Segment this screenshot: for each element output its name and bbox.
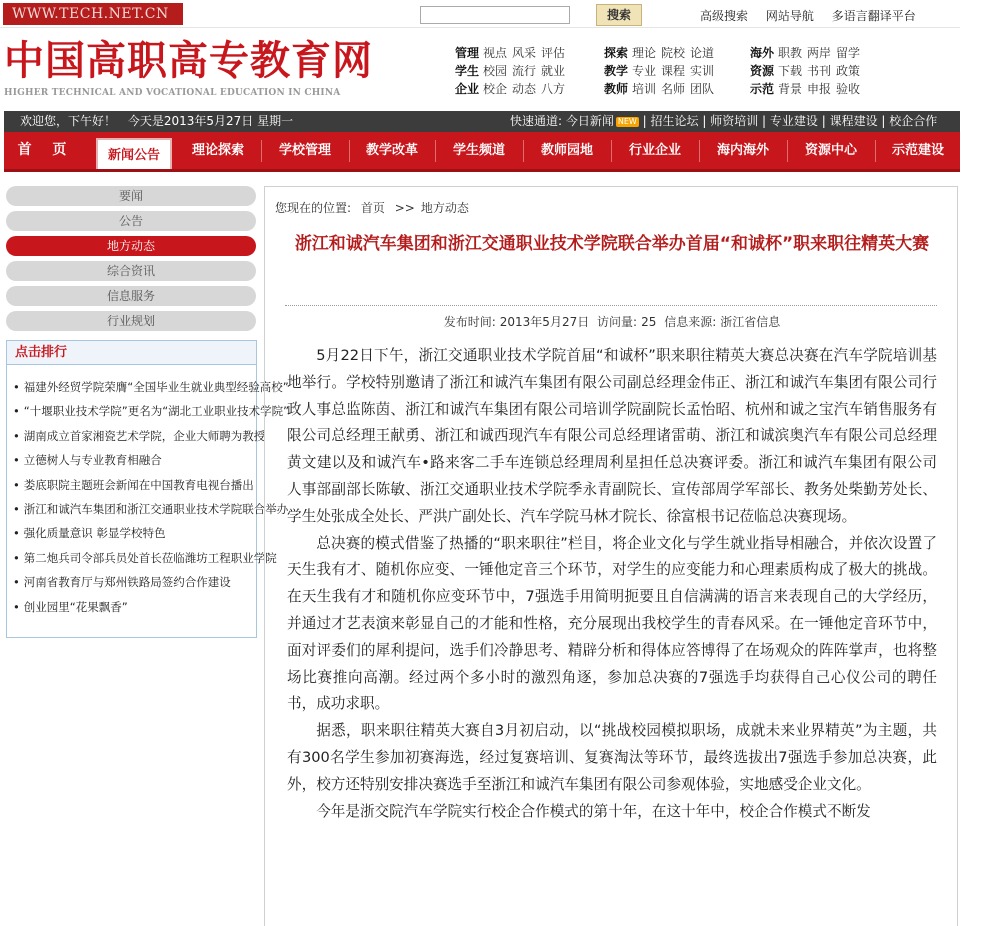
category-head[interactable]: 学生 (455, 64, 480, 78)
category-head[interactable]: 示范 (750, 82, 775, 96)
category-group-3 (750, 44, 865, 98)
category-link[interactable]: 八方 (541, 82, 566, 96)
visits-label: 访问量: (597, 315, 638, 329)
ranking-item[interactable]: • 福建外经贸学院荣膺“全国毕业生就业典型经验高校” (13, 375, 253, 399)
category-link[interactable]: 名师 (661, 82, 686, 96)
nav-news[interactable]: 新闻公告 (96, 138, 172, 169)
main-nav (4, 132, 960, 172)
quick-link-forum[interactable]: 招生论坛 (650, 114, 699, 128)
ranking-item[interactable]: • “十堰职业技术学院”更名为“湖北工业职业技术学院” (13, 399, 253, 423)
category-row (604, 44, 719, 62)
advanced-search-link[interactable]: 高级搜索 (700, 9, 749, 23)
quick-link-course[interactable]: 课程建设 (829, 114, 878, 128)
category-link[interactable]: 培训 (632, 82, 657, 96)
nav-industry[interactable]: 行业企业 (628, 143, 681, 158)
category-row (750, 44, 865, 62)
top-bar (0, 0, 960, 28)
sidebar-item-industry-plan[interactable]: 行业规划 (6, 311, 256, 331)
site-nav-link[interactable]: 网站导航 (765, 9, 814, 23)
nav-students[interactable]: 学生频道 (452, 143, 505, 158)
ranking-item[interactable]: • 创业园里“花果飘香” (13, 595, 253, 619)
category-link[interactable]: 视点 (483, 46, 508, 60)
date-text: 今天是2013年5月27日 星期一 (127, 114, 294, 128)
category-link[interactable]: 专业 (632, 64, 657, 78)
site-url-banner[interactable]: WWW.TECH.NET.CN (3, 3, 183, 25)
ranking-item[interactable]: • 浙江和诚汽车集团和浙江交通职业技术学院联合举办 (13, 497, 253, 521)
category-head[interactable]: 海外 (750, 46, 775, 60)
source-value: 浙江省信息 (720, 315, 781, 329)
ranking-list (7, 365, 290, 619)
ranking-item[interactable]: • 第二炮兵司令部兵员处首长莅临潍坊工程职业学院 (13, 546, 253, 570)
quick-link-training[interactable]: 师资培训 (710, 114, 759, 128)
ranking-item[interactable]: • 立德树人与专业教育相融合 (13, 448, 253, 472)
category-link[interactable]: 实训 (690, 64, 715, 78)
nav-demo[interactable]: 示范建设 (891, 143, 944, 158)
category-group-1 (455, 44, 570, 98)
category-link[interactable]: 流行 (512, 64, 537, 78)
breadcrumb (275, 199, 475, 216)
category-link[interactable]: 职教 (778, 46, 803, 60)
category-link[interactable]: 团队 (690, 82, 715, 96)
sidebar-item-local-news[interactable]: 地方动态 (6, 236, 256, 256)
category-group-2 (604, 44, 719, 98)
category-link[interactable]: 验收 (836, 82, 861, 96)
breadcrumb-home[interactable]: 首页 (360, 201, 385, 215)
category-link[interactable]: 政策 (836, 64, 861, 78)
nav-teaching[interactable]: 教学改革 (365, 143, 418, 158)
breadcrumb-current[interactable]: 地方动态 (420, 201, 469, 215)
category-link[interactable]: 论道 (690, 46, 715, 60)
category-row (455, 44, 570, 62)
nav-resources[interactable]: 资源中心 (804, 143, 857, 158)
article-meta (265, 313, 959, 330)
search-button[interactable]: 搜索 (596, 4, 642, 26)
category-head[interactable]: 探索 (604, 46, 629, 60)
article-panel (264, 186, 958, 926)
category-link[interactable]: 评估 (541, 46, 566, 60)
nav-home[interactable]: 首 页 (17, 142, 75, 158)
ranking-item[interactable]: • 娄底职院主题班会新闻在中国教育电视台播出 (13, 473, 253, 497)
category-head[interactable]: 教学 (604, 64, 629, 78)
publish-label: 发布时间: (443, 315, 496, 329)
category-link[interactable]: 校企 (483, 82, 508, 96)
welcome-text (20, 111, 293, 132)
greeting: 欢迎您，下午好！ (20, 114, 117, 128)
category-head[interactable]: 教师 (604, 82, 629, 96)
category-row (604, 80, 719, 98)
article-paragraph: 5月22日下午，浙江交通职业技术学院首届“和诚杯”职来职往精英大赛总决赛在汽车学院培训基地举行。学校特别邀请了浙江和诚汽车集团有限公司副总经理金伟正、浙江和诚汽车集团有限公司行政人事总监陈茵、浙江和诚汽车集团有限公司培训学院副院长孟怡昭、杭州和诚之宝汽车销售服务有限公司总经理王献勇、浙江和诚西现汽车有限公司总经理诸雷萌、浙江和诚滨奥汽车有限公司总经理黄文建以及和诚汽车•路来客二手车连锁总经理周利星担任总决赛评委。浙江和诚汽车集团有限公司人事部副部长陈敏、浙江交通职业技术学院季永青副院长、宣传部周学军部长、教务处柴勤芳处长、学生处张成全处长、严洪广副处长、汽车学院马林才院长、徐富根书记莅临总决赛现场。 (287, 347, 937, 525)
ranking-title: 点击排行 (7, 341, 256, 365)
category-link[interactable]: 动态 (512, 82, 537, 96)
sidebar-item-info-service[interactable]: 信息服务 (6, 286, 256, 306)
sidebar-item-headlines[interactable]: 要闻 (6, 186, 256, 206)
category-row (750, 62, 865, 80)
category-link[interactable]: 下载 (778, 64, 803, 78)
top-links (700, 7, 930, 24)
article-paragraph: 总决赛的模式借鉴了热播的“职来职往”栏目，将企业文化与学生就业指导相融合，并依次设置了天生我有才、随机你应变、一锤他定音三个环节，对学生的应变能力和心理素质构成了极大的挑战。在天生我有才和随机你应变环节中，7强选手用简明扼要且自信满满的语言来表现自己的大学经历，并通过才艺表演来彰显自己的才能和性格，充分展现出我校学生的青春风采。在一锤他定音环节中，面对评委们的犀利提问，选手们冷静思考、精辟分析和得体应答博得了在场观众的阵阵掌声，也将整场比赛推向高潮。经过两个多小时的激烈角逐，参加总决赛的7强选手均获得自己心仪公司的聘任书，成功求职。 (287, 534, 937, 713)
category-link[interactable]: 两岸 (807, 46, 832, 60)
category-link[interactable]: 背景 (778, 82, 803, 96)
logo-english: HIGHER TECHNICAL AND VOCATIONAL EDUCATION IN CHINA (4, 88, 341, 98)
category-link[interactable]: 理论 (632, 46, 657, 60)
nav-theory[interactable]: 理论探索 (191, 143, 244, 158)
site-logo[interactable] (4, 36, 373, 104)
category-head[interactable]: 管理 (455, 46, 480, 60)
quick-links: 快速通道: 今日新闻 NEW | 招生论坛 | 师资培训 | 专业建设 | 课程建设 | 校企合作 (510, 114, 938, 128)
sidebar-item-notices[interactable]: 公告 (6, 211, 256, 231)
title-divider (285, 305, 937, 306)
quick-link-cooperation[interactable]: 校企合作 (889, 114, 938, 128)
category-link[interactable]: 留学 (836, 46, 861, 60)
category-row (455, 62, 570, 80)
category-link[interactable]: 申报 (807, 82, 832, 96)
ranking-item[interactable]: • 湖南成立首家湘瓷艺术学院，企业大师聘为教授 (13, 424, 253, 448)
category-head[interactable]: 企业 (455, 82, 480, 96)
publish-date: 2013年5月27日 (499, 315, 590, 329)
article-title: 浙江和诚汽车集团和浙江交通职业技术学院联合举办首届“和诚杯”职来职往精英大赛 (294, 234, 930, 254)
translate-link[interactable]: 多语言翻译平台 (831, 9, 916, 23)
ranking-item[interactable]: • 强化质量意识 彰显学校特色 (13, 521, 253, 545)
nav-overseas[interactable]: 海内海外 (716, 143, 769, 158)
quick-link-news[interactable]: 今日新闻 (565, 114, 614, 128)
quick-link-major[interactable]: 专业建设 (769, 114, 818, 128)
sidebar-item-general-info[interactable]: 综合资讯 (6, 261, 256, 281)
ranking-item[interactable]: • 河南省教育厅与郑州铁路局签约合作建设 (13, 570, 253, 594)
quick-label: 快速通道: (510, 114, 563, 128)
breadcrumb-separator: >> (394, 201, 415, 215)
category-link[interactable]: 风采 (512, 46, 537, 60)
new-badge: NEW (617, 117, 637, 126)
logo-chinese: 中国高职高专教育网 (4, 37, 373, 84)
article-paragraph: 据悉，职来职往精英大赛自3月初启动，以“挑战校园模拟职场，成就未来业界精英”为主题，共有300名学生参加初赛海选，经过复赛培训、复赛淘汰等环节，最终选拔出7强选手参加总决赛，此外，校方还特别安排决赛选手至浙江和诚汽车集团有限公司参观体验，实地感受企业文化。 (287, 722, 937, 793)
visit-count: 25 (641, 315, 657, 329)
category-link[interactable]: 课程 (661, 64, 686, 78)
nav-management[interactable]: 学校管理 (278, 143, 331, 158)
category-link[interactable]: 书刊 (807, 64, 832, 78)
search-input[interactable] (420, 6, 570, 24)
category-head[interactable]: 资源 (750, 64, 775, 78)
article-paragraph: 今年是浙交院汽车学院实行校企合作模式的第十年，在这十年中，校企合作模式不断发 (316, 802, 871, 820)
category-row (455, 80, 570, 98)
ranking-box (6, 340, 290, 638)
info-bar (4, 111, 960, 132)
article-body (287, 343, 937, 825)
source-label: 信息来源: (664, 315, 717, 329)
nav-teachers[interactable]: 教师园地 (540, 143, 593, 158)
category-link[interactable]: 校园 (483, 64, 508, 78)
category-row (750, 80, 865, 98)
category-link[interactable]: 院校 (661, 46, 686, 60)
category-link[interactable]: 就业 (541, 64, 566, 78)
category-row (604, 62, 719, 80)
breadcrumb-label: 您现在的位置: (275, 201, 352, 215)
